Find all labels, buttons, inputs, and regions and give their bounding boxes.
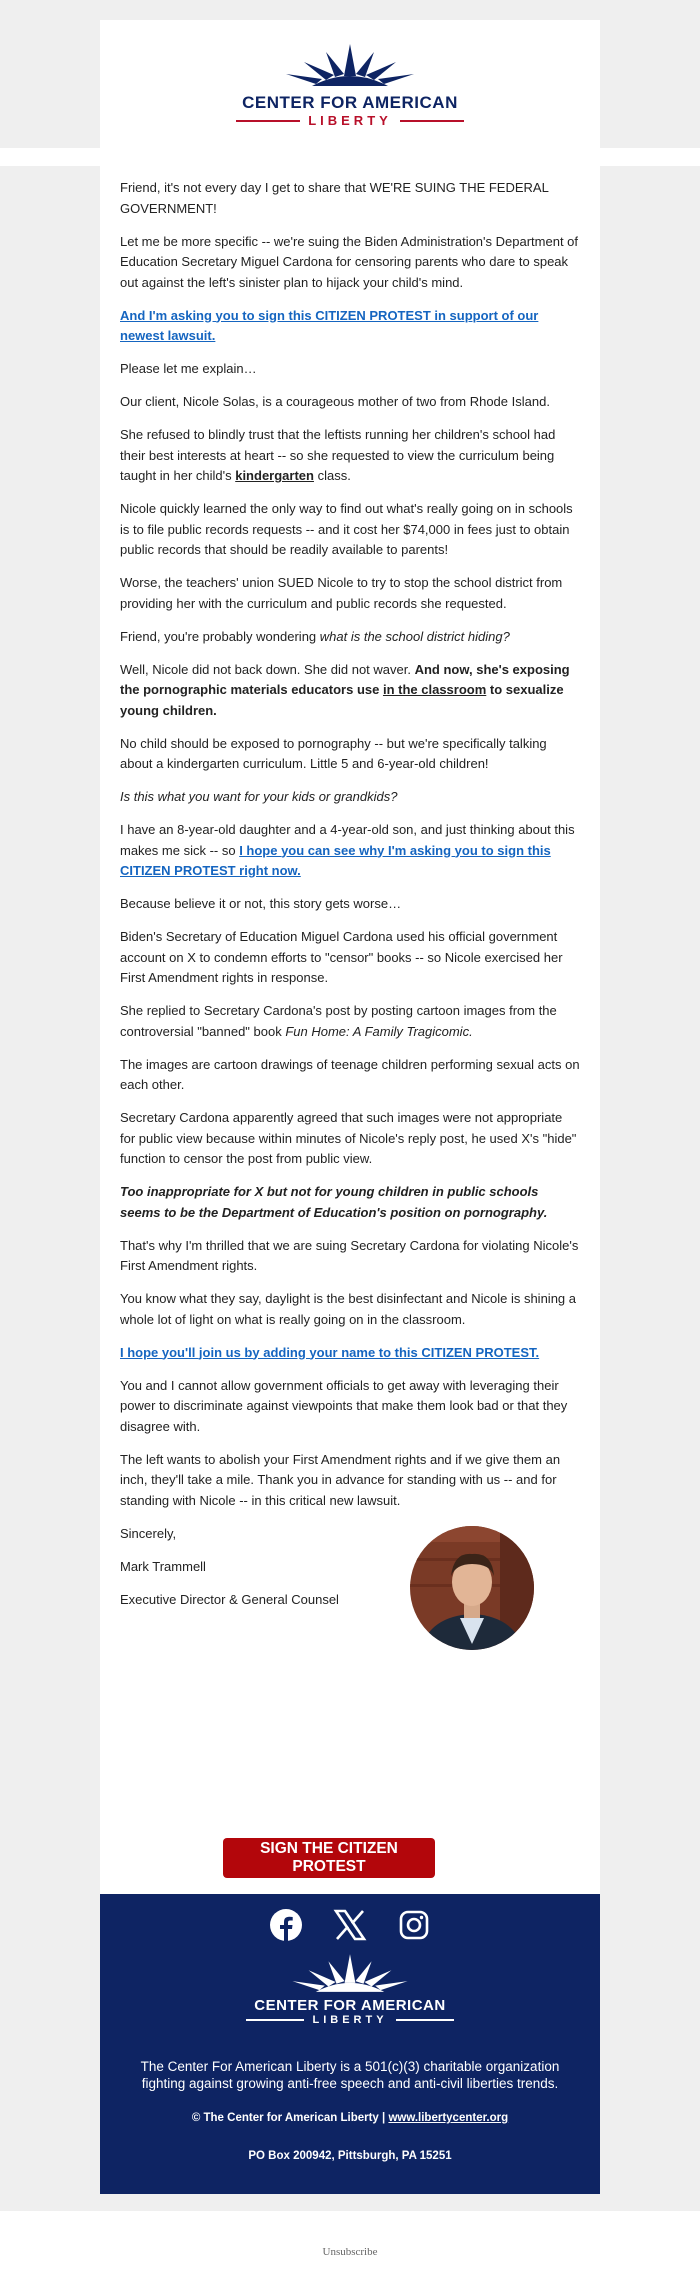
paragraph: You and I cannot allow government officials to get away with leveraging their power to discriminate against viewpoints that make them look bad or that they disagree with. [120,1377,568,1434]
emphasis-kindergarten: kindergarten [235,468,314,483]
paragraph: Our client, Nicole Solas, is a courageous mother of two from Rhode Island. [120,394,550,409]
text: Well, Nicole did not back down. She did not waver. [120,661,415,677]
facebook-icon[interactable] [269,1908,303,1942]
mailing-address: PO Box 200942, Pittsburgh, PA 15251 [248,2150,452,2162]
paragraph: Friend, it's not every day I get to share that WE'RE SUING THE FEDERAL GOVERNMENT! [120,180,549,216]
italic-question: what is the school district hiding? [319,628,510,644]
paragraph [120,1001,580,1042]
paragraph: Biden's Secretary of Education Miguel Cardona used his official government account on X to condemn efforts to "censor" books -- so Nicole exercised her First Amendment rights in response. [120,929,563,985]
paragraph [120,660,580,722]
copyright-text: © The Center for American Liberty | [191,2112,389,2124]
text: She replied to Secretary Cardona's post by posting cartoon images from the controversial "banned" book [120,1003,557,1039]
join-protest-link[interactable]: I hope you'll join us by adding your name to this CITIZEN PROTEST. [120,1344,540,1360]
paragraph: The left wants to abolish your First Amendment rights and if we give them an inch, they'll take a mile. Thank you in advance for standing with us -- and for standing with Nicole -- in this critical new lawsuit. [120,1451,561,1508]
header-logo[interactable] [100,44,600,128]
footer-rule-left [246,2019,304,2021]
unsubscribe-link[interactable]: Unsubscribe [322,2246,378,2258]
x-icon[interactable] [333,1908,367,1942]
header-card [100,20,600,148]
footer-brand-subname-text: LIBERTY [312,2014,388,2026]
sunburst-logo-icon [250,44,450,86]
paragraph: You know what they say, daylight is the best disinfectant and Nicole is shining a whole lot of light on what is really going on in the classroom. [120,1291,576,1327]
brand-name: CENTER FOR AMERICAN [242,93,458,112]
text: I have an 8-year-old daughter and a 4-year-old son, and just thinking about this makes me sick -- so [120,822,575,858]
paragraph: Let me be more specific -- we're suing the Biden Administration's Department of Education Secretary Miguel Cardona for censoring parents who dare to speak out against the left's sinister plan to hijack your child's mind. [120,233,579,290]
footer-logo [100,1954,600,2026]
brand-rule-right [400,120,464,122]
sign-protest-button[interactable]: SIGN THE CITIZEN PROTEST [223,1838,435,1878]
paragraph [120,1182,580,1223]
brand-subname-text: LIBERTY [308,113,392,128]
signature-block [120,1524,580,1652]
footer-rule-right [396,2019,454,2021]
sign-protest-link[interactable]: And I'm asking you to sign this CITIZEN PROTEST in support of our newest lawsuit. [120,307,539,343]
portrait-photo-icon [410,1526,534,1650]
brand-rule-left [236,120,300,122]
paragraph: Please let me explain… [120,361,257,376]
website-link[interactable]: www.libertycenter.org [388,2112,509,2124]
paragraph: Worse, the teachers' union SUED Nicole to try to stop the school district from providing her with the curriculum and public records she requested. [120,575,563,611]
instagram-icon[interactable] [397,1908,431,1942]
book-title: Fun Home: A Family Tragicomic. [285,1023,473,1039]
copyright-line [100,2112,600,2124]
sign-protest-link[interactable]: I hope you can see why I'm asking you to sign this CITIZEN PROTEST right now. [120,842,551,878]
text: She refused to blindly trust that the leftists running her children's school had their best interests at heart -- so she requested to view the curriculum being taught in her child's [120,427,556,483]
signature-name: Mark Trammell [120,1558,206,1574]
bold-underlined-text: in the classroom [382,682,487,697]
paragraph [120,425,580,487]
text: class. [313,468,351,483]
paragraph: No child should be exposed to pornography -- but we're specifically talking about a kindergarten curriculum. Little 5 and 6-year-old children! [120,735,547,771]
paragraph [120,627,580,648]
paragraph [120,820,580,882]
signature-title: Executive Director & General Counsel [120,1591,339,1607]
social-links [100,1908,600,1942]
sunburst-logo-icon [260,1954,440,1992]
italic-text: Is this what you want for your kids or grandkids? [120,789,398,804]
organization-description: The Center For American Liberty is a 501(c)(3) charitable organization fighting against growing anti-free speech and anti-civil liberties trends. [140,2059,560,2091]
paragraph: That's why I'm thrilled that we are suing Secretary Cardona for violating Nicole's First Amendment rights. [120,1237,579,1273]
brand-subname [100,113,600,128]
email-body [100,166,600,1894]
bold-text: to sexualize young children. [120,682,564,718]
bold-text: And now, she's exposing the pornographic materials educators use [120,661,570,697]
letter-content [120,178,580,1652]
text: Friend, you're probably wondering [120,628,320,644]
signature-closing: Sincerely, [120,1525,177,1541]
paragraph: Nicole quickly learned the only way to find out what's really going on in schools is to file public records requests -- and it cost her $74,000 in fees just to obtain public records that should be readily available to parents! [120,501,573,557]
paragraph: Because believe it or not, this story gets worse… [120,896,402,911]
footer-brand-subname [100,2014,600,2026]
footer-brand-name: CENTER FOR AMERICAN [254,1997,446,2014]
footer [100,1894,600,2194]
bold-italic-statement: Too inappropriate for X but not for young children in public schools seems to be the Department of Education's position on pornography. [120,1184,548,1220]
paragraph [120,787,580,808]
avatar [410,1526,534,1650]
paragraph: The images are cartoon drawings of teenage children performing sexual acts on each other. [120,1056,580,1092]
paragraph: Secretary Cardona apparently agreed that such images were not appropriate for public view because within minutes of Nicole's reply post, he used X's "hide" function to censor the post from public view. [120,1110,577,1166]
